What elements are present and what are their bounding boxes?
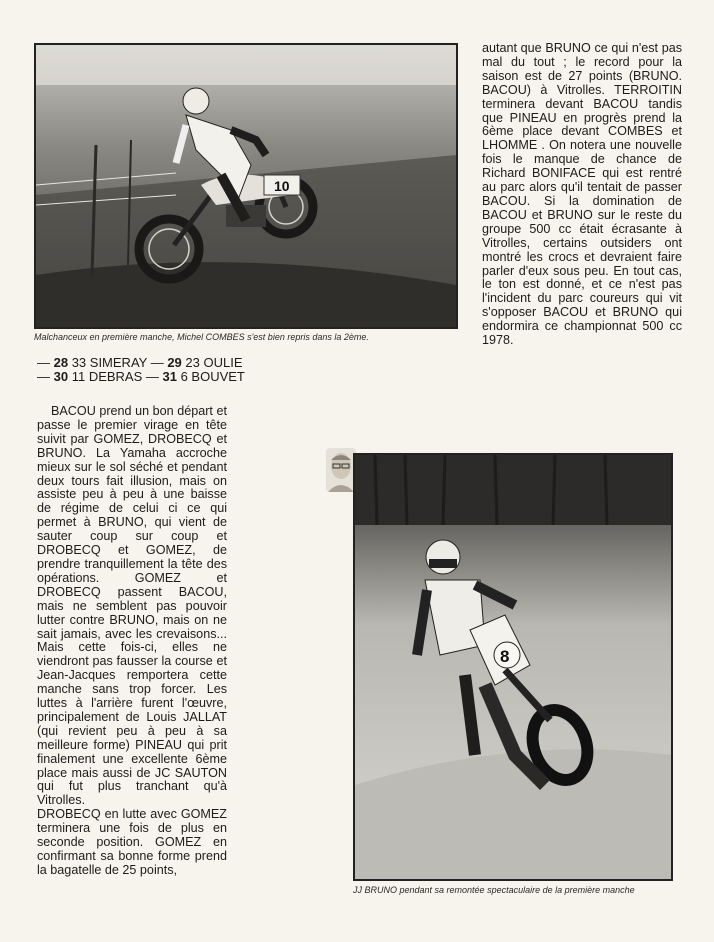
result-30: 11 DEBRAS — xyxy=(68,369,163,384)
result-29: 23 OULIE — xyxy=(37,355,243,384)
result-31: 6 BOUVET xyxy=(176,369,245,384)
photo-combes-caption: Malchanceux en première manche, Michel COMBES s'est bien repris dans la 2ème. xyxy=(34,332,369,342)
article-right-column xyxy=(482,42,682,348)
article-left-column xyxy=(37,405,227,878)
author-portrait xyxy=(326,448,356,492)
position-31: 31 xyxy=(162,369,177,384)
photo-combes xyxy=(34,43,458,329)
motocross-rider-photo-icon xyxy=(355,455,671,879)
plate-number: 10 xyxy=(274,178,290,194)
author-portrait-icon xyxy=(326,448,356,492)
motocross-rider-photo-icon xyxy=(36,45,456,327)
position-30: 30 xyxy=(53,369,69,384)
result-28: 33 SIMERAY — xyxy=(68,355,168,370)
plate-number: 8 xyxy=(500,647,510,666)
photo-bruno-caption: JJ BRUNO pendant sa remontée spectaculaire de la première manche xyxy=(353,885,635,895)
results-list: — 28 33 SIMERAY — 29 23 OULIE — 30 11 DEBRAS — 31 6 BOUVET xyxy=(37,355,245,384)
position-28: 28 xyxy=(53,355,69,370)
article-left-paragraph-2: DROBECQ en lutte avec GOMEZ terminera une fois de plus en seconde position. GOMEZ en confirmant sa bonne forme prend la bagatelle de 25 points, xyxy=(37,807,227,877)
photo-bruno xyxy=(353,453,673,881)
position-29: 29 xyxy=(167,355,182,370)
article-left-paragraph-1: BACOU prend un bon départ et passe le premier virage en tête suivit par GOMEZ, DROBECQ et BRUNO. La Yamaha accroche mieux sur le sol séché et pendant deux tours fait illusion, mais on assiste peu à peu à une baisse de régime de celui ci ce qui permet à BRUNO, qui vient de sauter coup sur coup et DROBECQ et GOMEZ, de prendre tranquillement la tête des opérations. GOMEZ et DROBECQ passent BACOU, mais ne semblent pas pouvoir lutter contre BRUNO, mais on ne sait jamais, avec les crevaisons... Mais cette fois-ci, elles ne viendront pas fausser la course et Jean-Jacques remportera cette manche sans trop forcer. Les luttes à l'arrière furent l'œuvre, principalement de Louis JALLAT (qui revient peu à peu à sa meilleure forme) PINEAU qui prit finalement une excellente 6ème place mais aussi de JC SAUTON qui fut plus tranchant qu'à Vitrolles. xyxy=(37,404,227,808)
article-right-paragraph: autant que BRUNO ce qui n'est pas mal du tout ; le record pour la saison est de 27 points (BRUNO. BACOU) à Vitrolles. TERROITIN terminera devant BACOU tandis que PINEAU en progrès prend la 6ème place devant COMBES et LHOMME . On notera une nouvelle fois le manque de chance de Richard BONIFACE qui est rentré au parc alors qu'il tentait de passer BACOU. Si la domination de BACOU et BRUNO sur le reste du groupe 500 cc était écrasante à Vitrolles, certains outsiders ont montré les crocs et devraient faire parler d'eux sous peu. En tout cas, le ton est donné, et ce n'est pas l'incident du parc coureurs qui vit s'opposer BACOU et BRUNO qui endormira ce championnat 500 cc 1978. xyxy=(482,41,682,348)
